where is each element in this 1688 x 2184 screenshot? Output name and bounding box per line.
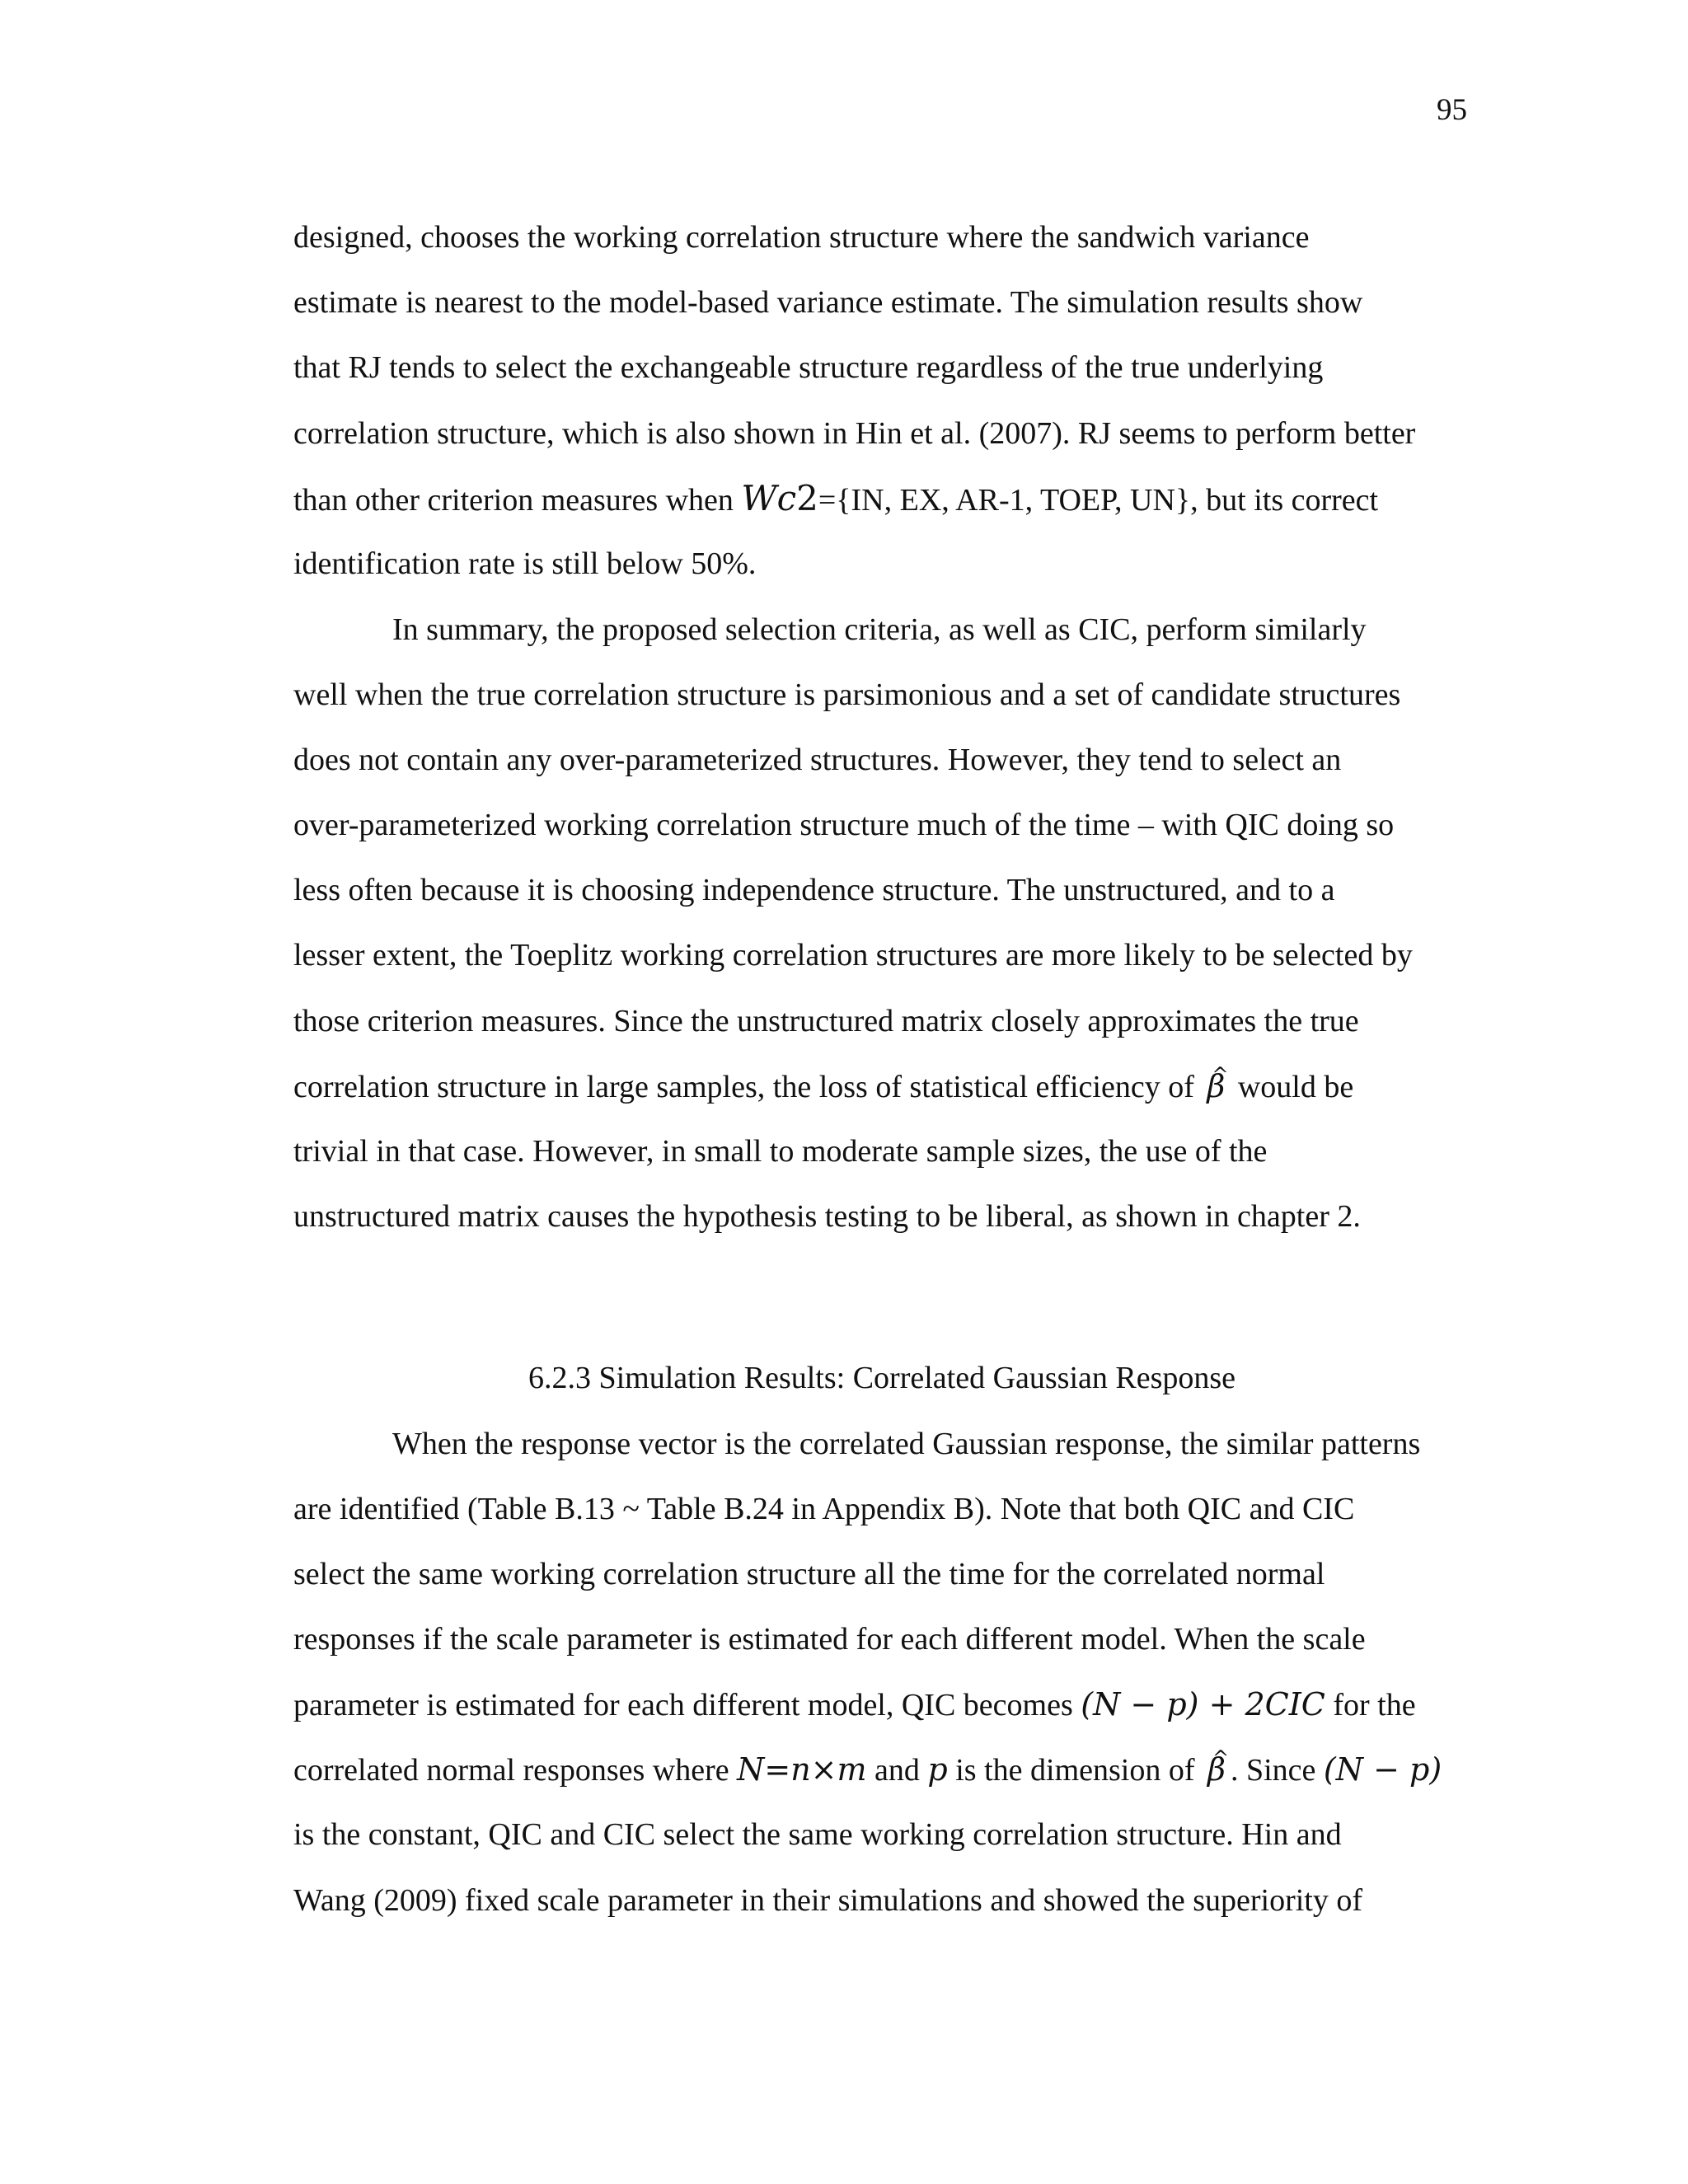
beta-hat-symbol: ^ β <box>1207 1751 1226 1788</box>
paragraph-2-line-9: trivial in that case. However, in small to moderate sample sizes, the use of the <box>293 1134 1268 1169</box>
math-n-minus-p: (N − p) <box>1323 1751 1442 1788</box>
math-p: p <box>927 1751 948 1788</box>
paragraph-3-line-7: is the constant, QIC and CIC select the same working correlation structure. Hin and <box>293 1817 1342 1852</box>
paragraph-1-line-1: designed, chooses the working correlation structure where the sandwich variance <box>293 220 1310 255</box>
paragraph-3-line-2: are identified (Table B.13 ~ Table B.24 in Appendix B). Note that both QIC and CIC <box>293 1492 1355 1526</box>
paragraph-1-line-2: estimate is nearest to the model-based variance estimate. The simulation results show <box>293 285 1363 320</box>
text-segment: for the <box>1325 1688 1416 1722</box>
math-wc-index: 2 <box>796 478 818 518</box>
text-segment: . Since <box>1230 1753 1324 1788</box>
paragraph-3-line-4: responses if the scale parameter is estimated for each different model. When the scale <box>293 1622 1366 1657</box>
paragraph-1-line-4: correlation structure, which is also shown in Hin et al. (2007). RJ seems to perform better <box>293 416 1416 451</box>
text-segment: and <box>866 1753 928 1788</box>
paragraph-2-line-10: unstructured matrix causes the hypothesis testing to be liberal, as shown in chapter 2. <box>293 1199 1361 1234</box>
paragraph-2-line-5: less often because it is choosing independence structure. The unstructured, and to a <box>293 873 1335 907</box>
text-segment: parameter is estimated for each different model, QIC becomes <box>293 1688 1081 1722</box>
paragraph-2-line-7: those criterion measures. Since the unstructured matrix closely approximates the true <box>293 1004 1359 1038</box>
text-segment: is the dimension of <box>947 1753 1203 1788</box>
paragraph-3-line-6 <box>293 1751 1442 1788</box>
math-wc: Wc <box>741 478 797 518</box>
paragraph-3-line-3: select the same working correlation structure all the time for the correlated normal <box>293 1557 1325 1591</box>
text-segment: than other criterion measures when <box>293 483 742 518</box>
paragraph-1-line-5 <box>293 480 1378 518</box>
math-qic-expression: (N − p) + 2CIC <box>1081 1686 1325 1722</box>
text-segment: would be <box>1230 1070 1354 1104</box>
paragraph-2-line-6: lesser extent, the Toeplitz working correlation structures are more likely to be selected by <box>293 938 1413 972</box>
paragraph-2-line-2: well when the true correlation structure is parsimonious and a set of candidate structures <box>293 677 1401 712</box>
paragraph-3-line-5 <box>293 1686 1416 1723</box>
text-segment: correlation structure in large samples, the loss of statistical efficiency of <box>293 1070 1203 1104</box>
page-number: 95 <box>1437 93 1467 127</box>
paragraph-2-line-4: over-parameterized working correlation structure much of the time – with QIC doing so <box>293 808 1395 842</box>
text-segment: ={IN, EX, AR-1, TOEP, UN}, but its correct <box>818 483 1379 518</box>
paragraph-3-line-8: Wang (2009) fixed scale parameter in their simulations and showed the superiority of <box>293 1883 1363 1918</box>
text-segment: correlated normal responses where <box>293 1753 738 1788</box>
paragraph-1-line-6: identification rate is still below 50%. <box>293 546 757 581</box>
section-heading: 6.2.3 Simulation Results: Correlated Gaussian Response <box>528 1361 1236 1395</box>
beta-hat-symbol: ^ β <box>1207 1068 1225 1104</box>
paragraph-2-line-8 <box>293 1068 1353 1105</box>
paragraph-1-line-3: that RJ tends to select the exchangeable structure regardless of the true underlying <box>293 350 1324 385</box>
paragraph-2-line-1: In summary, the proposed selection criteria, as well as CIC, perform similarly <box>392 612 1367 647</box>
paragraph-2-line-3: does not contain any over-parameterized structures. However, they tend to select an <box>293 743 1342 777</box>
paragraph-3-line-1: When the response vector is the correlated Gaussian response, the similar patterns <box>392 1427 1421 1461</box>
math-n-definition: N=n×m <box>737 1751 867 1788</box>
